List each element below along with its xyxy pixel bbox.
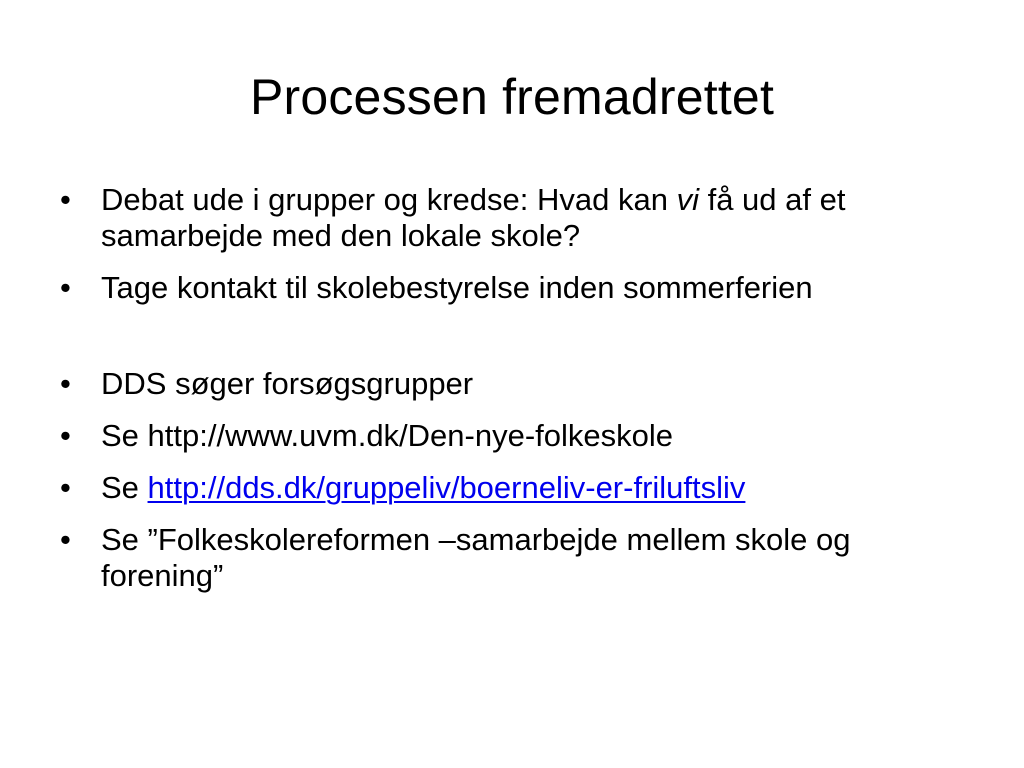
bullet-icon: • [60, 366, 71, 401]
bullet-text-post: få ud af et samarbejde med den lokale skole? [101, 182, 846, 253]
bullet-text-pre: Se [101, 470, 148, 505]
bullet-text: Se http://www.uvm.dk/Den-nye-folkeskole [101, 418, 674, 453]
bullet-text: Se ”Folkeskolereformen –samarbejde mellem skole og forening” [101, 522, 851, 593]
bullet-icon: • [60, 522, 71, 557]
bullet-icon: • [60, 270, 71, 305]
bullet-text-emphasis: vi [676, 182, 699, 217]
bullet-item-debat [58, 182, 978, 254]
bullet-icon: • [60, 418, 71, 453]
dds-friluftsliv-link[interactable]: http://dds.dk/gruppeliv/boerneliv-er-friluftsliv [147, 470, 746, 505]
bullet-icon: • [60, 470, 71, 505]
bullet-item-dds-link [58, 470, 978, 506]
bullet-text: DDS søger forsøgsgrupper [101, 366, 474, 401]
bullet-item-kontakt [58, 270, 978, 306]
slide-title: Processen fremadrettet [249, 69, 775, 125]
bullet-item-uvm [58, 418, 978, 454]
bullet-item-folkeskolereformen [58, 522, 978, 594]
bullet-list [58, 182, 978, 610]
bullet-icon: • [60, 182, 71, 217]
bullet-text-pre: Debat ude i grupper og kredse: Hvad kan [101, 182, 677, 217]
bullet-item-forsoegsgrupper [58, 366, 978, 402]
bullet-text: Tage kontakt til skolebestyrelse inden sommerferien [101, 270, 813, 305]
